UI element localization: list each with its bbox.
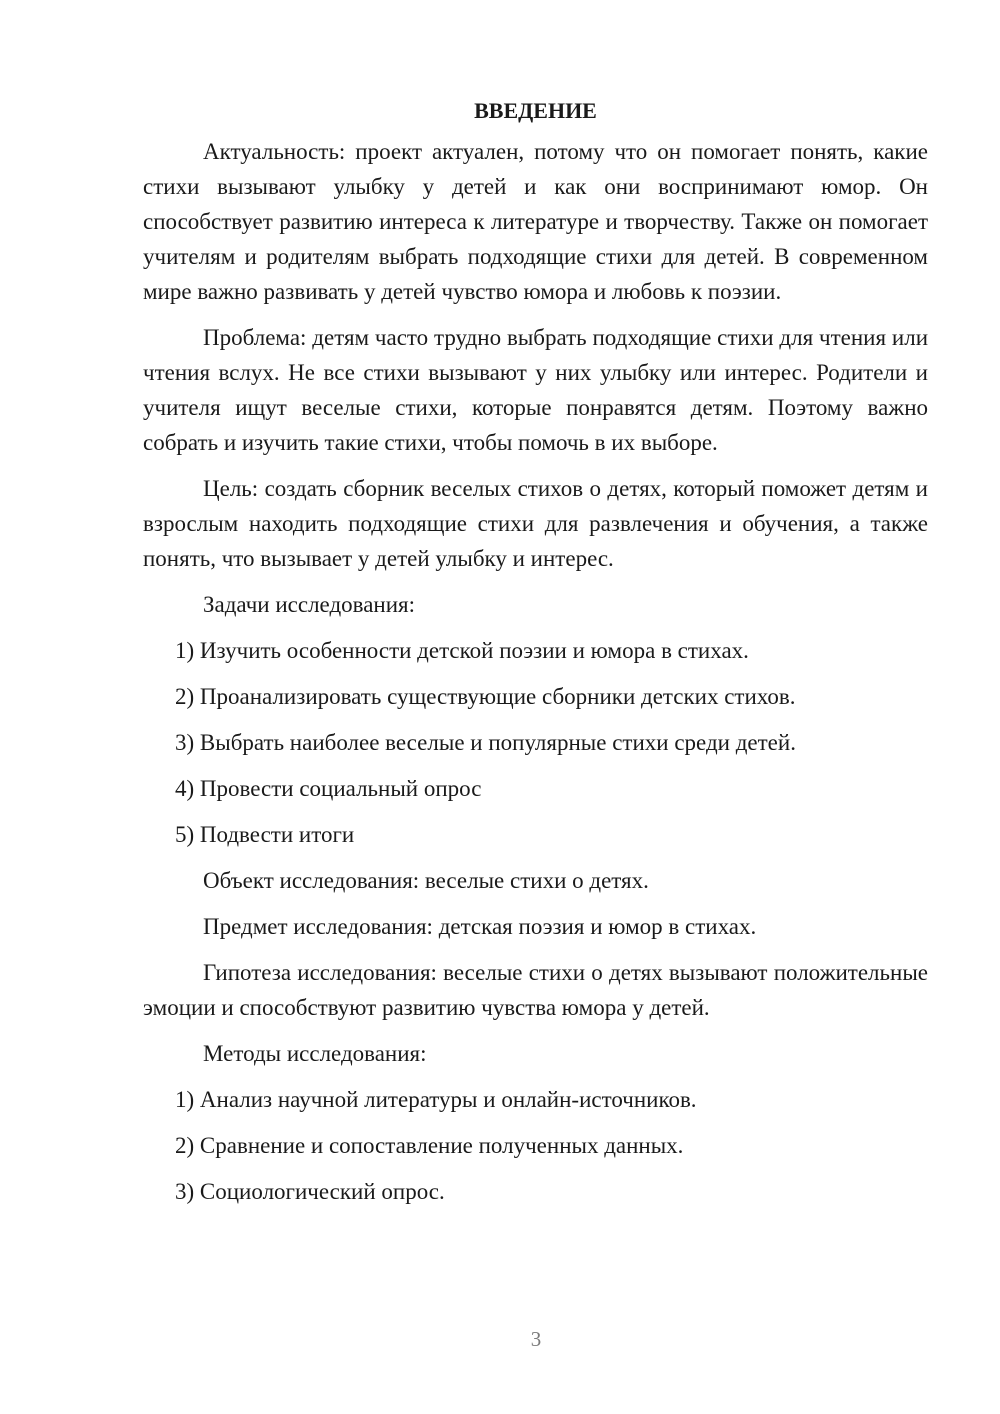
hypothesis-paragraph: Гипотеза исследования: веселые стихи о детях вызывают положительные эмоции и способствуют развитию чувства юмора у детей. bbox=[143, 960, 928, 1020]
page-title: ВВЕДЕНИЕ bbox=[474, 98, 597, 123]
research-subject: Предмет исследования: детская поэзия и юмор в стихах. bbox=[203, 914, 757, 939]
task-item: 4) Провести социальный опрос bbox=[175, 776, 482, 801]
problem-paragraph: Проблема: детям часто трудно выбрать подходящие стихи для чтения или чтения вслух. Не все стихи вызывают у них улыбку или интерес. Родители и учителя ищут веселые стихи, которые понравятся детям. Поэтому важно собрать и изучить такие стихи, чтобы помочь в их выборе. bbox=[143, 325, 928, 455]
method-item: 1) Анализ научной литературы и онлайн-источников. bbox=[175, 1087, 697, 1112]
task-item: 5) Подвести итоги bbox=[175, 822, 355, 847]
tasks-heading: Задачи исследования: bbox=[203, 592, 416, 617]
task-item: 2) Проанализировать существующие сборники детских стихов. bbox=[175, 684, 796, 709]
page-number: 3 bbox=[530, 1327, 542, 1351]
goal-paragraph: Цель: создать сборник веселых стихов о детях, который поможет детям и взрослым находить подходящие стихи для развлечения и обучения, а также понять, что вызывает у детей улыбку и интерес. bbox=[143, 476, 928, 571]
research-object: Объект исследования: веселые стихи о детях. bbox=[203, 868, 649, 893]
task-item: 1) Изучить особенности детской поэзии и юмора в стихах. bbox=[175, 638, 749, 663]
method-item: 3) Социологический опрос. bbox=[175, 1179, 445, 1204]
relevance-paragraph: Актуальность: проект актуален, потому что он помогает понять, какие стихи вызывают улыбку у детей и как они воспринимают юмор. Он способствует развитию интереса к литературе и творчеству. Также он помогает учителям и родителям выбрать подходящие стихи для детей. В современном мире важно развивать у детей чувство юмора и любовь к поэзии. bbox=[143, 139, 928, 304]
methods-heading: Методы исследования: bbox=[203, 1041, 427, 1066]
document-page bbox=[143, 92, 928, 1220]
task-item: 3) Выбрать наиболее веселые и популярные стихи среди детей. bbox=[175, 730, 796, 755]
method-item: 2) Сравнение и сопоставление полученных данных. bbox=[175, 1133, 684, 1158]
